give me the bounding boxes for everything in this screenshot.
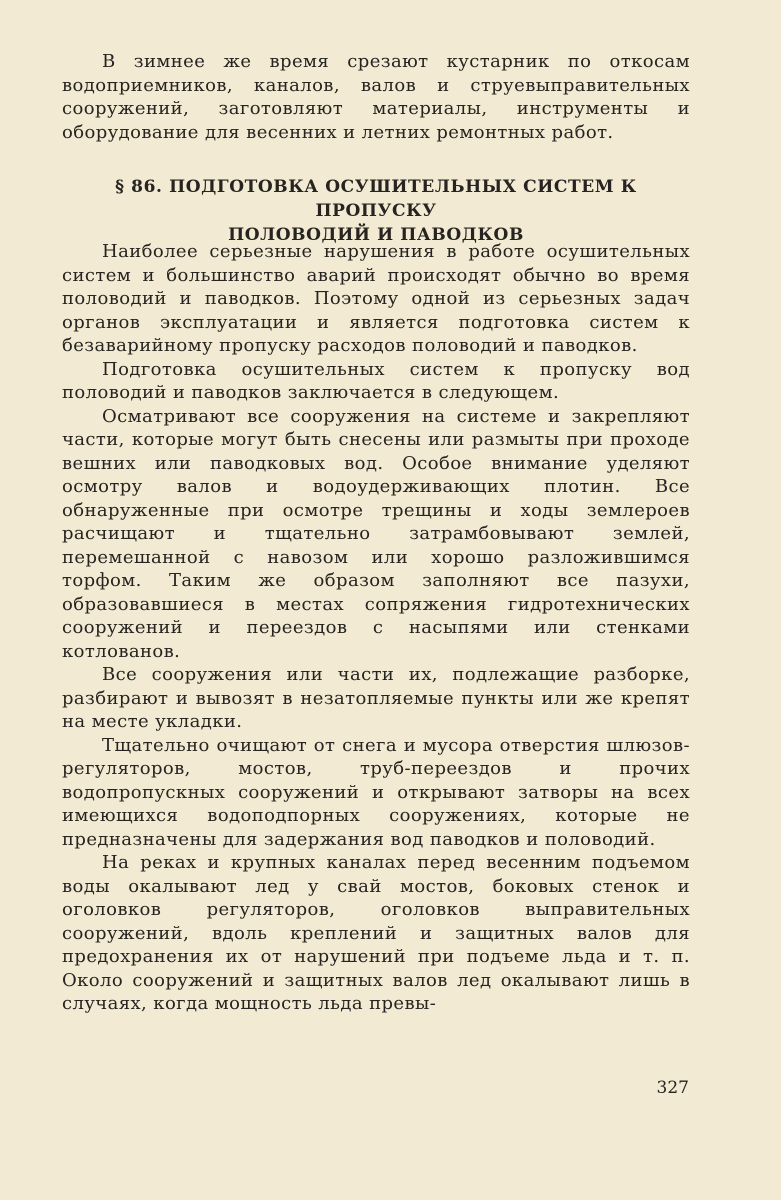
section-heading-line-2: ПОЛОВОДИЙ И ПАВОДКОВ bbox=[228, 225, 524, 245]
intro-paragraph: В зимнее же время срезают кустарник по откосам водоприемников, каналов, валов и струевыправительных сооружений, заготовляют материалы, инструменты и оборудование для весенних и летних ремонтных работ. bbox=[62, 51, 690, 143]
section-body bbox=[62, 240, 690, 1016]
body-paragraph-6: На реках и крупных каналах перед весенним подъемом воды окалывают лед у свай мостов, боковых стенок и оголовков регуляторов, оголовков выправительных сооружений, вдоль креплений и защитных валов для предохранения их от нарушений при подъеме льда и т. п. Около сооружений и защитных валов лед окалывают лишь в случаях, когда мощность льда превы- bbox=[62, 852, 690, 1014]
section-heading-line-1: § 86. ПОДГОТОВКА ОСУШИТЕЛЬНЫХ СИСТЕМ К ПРОПУСКУ bbox=[115, 177, 637, 221]
page-number: 327 bbox=[656, 1078, 689, 1098]
intro-text-block bbox=[62, 50, 690, 144]
body-paragraph-1: Наиболее серьезные нарушения в работе осушительных систем и большинство аварий происходят обычно во время половодий и паводков. Поэтому одной из серьезных задач органов эксплуатации и является подготовка систем к безаварийному пропуску расходов половодий и паводков. bbox=[62, 241, 690, 356]
section-heading bbox=[62, 175, 690, 247]
body-paragraph-5: Тщательно очищают от снега и мусора отверстия шлюзов-регуляторов, мостов, труб-переездов и прочих водопропускных сооружений и открывают затворы на всех имеющихся водоподпорных сооружениях, которые не предназначены для задержания вод паводков и половодий. bbox=[62, 734, 690, 850]
body-paragraph-2: Подготовка осушительных систем к пропуску вод половодий и паводков заключается в следующем. bbox=[62, 358, 690, 403]
body-paragraph-4: Все сооружения или части их, подлежащие разборке, разбирают и вывозят в незатопляемые пункты или же крепят на месте укладки. bbox=[62, 664, 690, 732]
body-paragraph-3: Осматривают все сооружения на системе и закрепляют части, которые могут быть снесены или размыты при проходе вешних или паводковых вод. Особое внимание уделяют осмотру валов и водоудерживающих плотин. Все обнаруженные при осмотре трещины и ходы землероев расчищают и тщательно затрамбовывают землей, перемешанной с навозом или хорошо разложившимся торфом. Таким же образом заполняют все пазухи, образовавшиеся в местах сопряжения гидротехнических сооружений и переездов с насыпями или стенками котлованов. bbox=[62, 405, 690, 662]
